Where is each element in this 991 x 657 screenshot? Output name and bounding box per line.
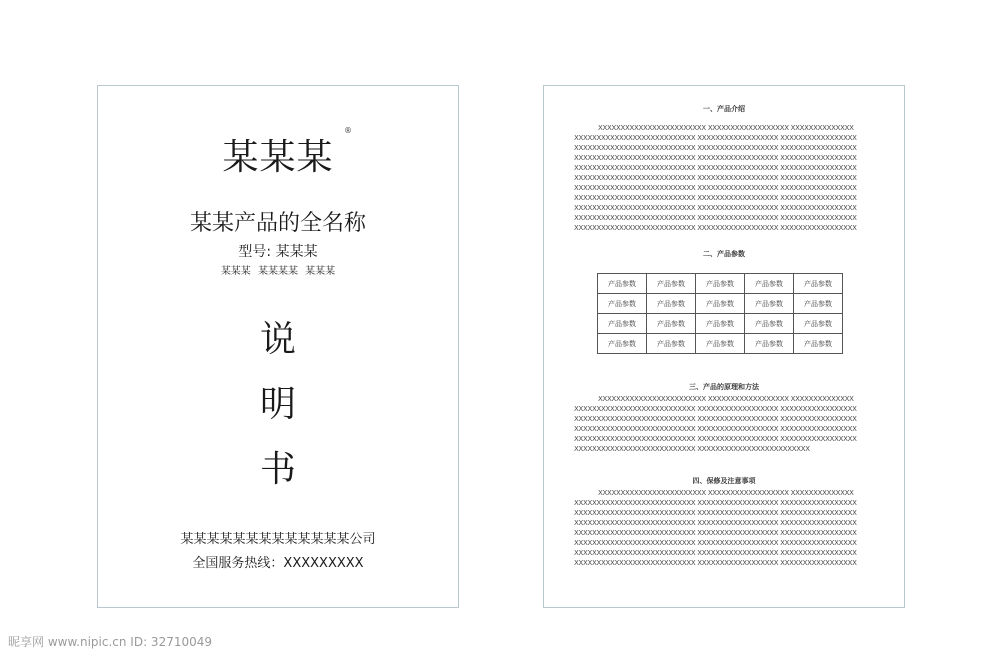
- body-text-line: XXXXXXXXXXXXXXXXXXXXXXXXXXX XXXXXXXXXXXXXXXXXX XXXXXXXXXXXXXXXXX: [574, 539, 857, 547]
- body-text-line: XXXXXXXXXXXXXXXXXXXXXXXXXXX XXXXXXXXXXXXXXXXXXXXXXXXX: [574, 445, 810, 453]
- body-text-line: XXXXXXXXXXXXXXXXXXXXXXXX XXXXXXXXXXXXXXXXXX XXXXXXXXXXXXXX: [598, 489, 854, 497]
- body-text-line: XXXXXXXXXXXXXXXXXXXXXXXXXXX XXXXXXXXXXXXXXXXXX XXXXXXXXXXXXXXXXX: [574, 184, 857, 192]
- body-text-line: XXXXXXXXXXXXXXXXXXXXXXXXXXX XXXXXXXXXXXXXXXXXX XXXXXXXXXXXXXXXXX: [574, 519, 857, 527]
- section-body-intro: [574, 123, 876, 233]
- table-cell: 产品参数: [647, 334, 696, 354]
- table-cell: 产品参数: [794, 274, 843, 294]
- model-number: 型号: 某某某: [238, 244, 318, 260]
- body-text-line: XXXXXXXXXXXXXXXXXXXXXXXXXXX XXXXXXXXXXXXXXXXXX XXXXXXXXXXXXXXXXX: [574, 224, 857, 232]
- body-text-line: XXXXXXXXXXXXXXXXXXXXXXXXXXX XXXXXXXXXXXXXXXXXX XXXXXXXXXXXXXXXXX: [574, 425, 857, 433]
- section-heading-params: 二、产品参数: [703, 250, 745, 258]
- manual-title-char-1: 说: [259, 319, 296, 360]
- body-text-line: XXXXXXXXXXXXXXXXXXXXXXXXXXX XXXXXXXXXXXXXXXXXX XXXXXXXXXXXXXXXXX: [574, 204, 857, 212]
- section-body-warranty: [574, 488, 876, 568]
- manual-title-char-2: 明: [259, 384, 296, 425]
- table-cell: 产品参数: [598, 294, 647, 314]
- table-cell: 产品参数: [794, 294, 843, 314]
- params-table: [597, 273, 843, 354]
- registered-mark: ®: [344, 126, 352, 135]
- table-cell: 产品参数: [598, 274, 647, 294]
- body-text-line: XXXXXXXXXXXXXXXXXXXXXXXXXXX XXXXXXXXXXXXXXXXXX XXXXXXXXXXXXXXXXX: [574, 529, 857, 537]
- cover-page: [97, 85, 459, 608]
- table-row: [598, 294, 843, 314]
- body-text-line: XXXXXXXXXXXXXXXXXXXXXXXXXXX XXXXXXXXXXXXXXXXXX XXXXXXXXXXXXXXXXX: [574, 174, 857, 182]
- body-text-line: XXXXXXXXXXXXXXXXXXXXXXXXXXX XXXXXXXXXXXXXXXXXX XXXXXXXXXXXXXXXXX: [574, 144, 857, 152]
- section-body-principle: [574, 394, 876, 454]
- table-cell: 产品参数: [696, 274, 745, 294]
- body-text-line: XXXXXXXXXXXXXXXXXXXXXXXXXXX XXXXXXXXXXXXXXXXXX XXXXXXXXXXXXXXXXX: [574, 559, 857, 567]
- table-cell: 产品参数: [745, 314, 794, 334]
- table-row: [598, 334, 843, 354]
- body-text-line: XXXXXXXXXXXXXXXXXXXXXXXXXXX XXXXXXXXXXXXXXXXXX XXXXXXXXXXXXXXXXX: [574, 134, 857, 142]
- table-row: [598, 314, 843, 334]
- section-heading-principle: 三、产品的原理和方法: [689, 383, 759, 391]
- body-text-line: XXXXXXXXXXXXXXXXXXXXXXXXXXX XXXXXXXXXXXXXXXXXX XXXXXXXXXXXXXXXXX: [574, 549, 857, 557]
- section-heading-intro: 一、产品介绍: [703, 105, 745, 113]
- service-hotline: 全国服务热线：XXXXXXXXX: [192, 556, 364, 571]
- watermark-text: 昵享网 www.nipic.cn ID: 32710049: [8, 635, 213, 649]
- body-text-line: XXXXXXXXXXXXXXXXXXXXXXXXXXX XXXXXXXXXXXXXXXXXX XXXXXXXXXXXXXXXXX: [574, 164, 857, 172]
- table-cell: 产品参数: [647, 274, 696, 294]
- body-text-line: XXXXXXXXXXXXXXXXXXXXXXXXXXX XXXXXXXXXXXXXXXXXX XXXXXXXXXXXXXXXXX: [574, 405, 857, 413]
- table-cell: 产品参数: [745, 274, 794, 294]
- content-page: [543, 85, 905, 608]
- body-text-line: XXXXXXXXXXXXXXXXXXXXXXXXXXX XXXXXXXXXXXXXXXXXX XXXXXXXXXXXXXXXXX: [574, 509, 857, 517]
- table-cell: 产品参数: [794, 334, 843, 354]
- manual-title-char-3: 书: [259, 449, 296, 490]
- table-cell: 产品参数: [794, 314, 843, 334]
- body-text-line: XXXXXXXXXXXXXXXXXXXXXXXXXXX XXXXXXXXXXXXXXXXXX XXXXXXXXXXXXXXXXX: [574, 154, 857, 162]
- table-cell: 产品参数: [598, 334, 647, 354]
- table-cell: 产品参数: [647, 294, 696, 314]
- body-text-line: XXXXXXXXXXXXXXXXXXXXXXXX XXXXXXXXXXXXXXXXXX XXXXXXXXXXXXXX: [598, 395, 854, 403]
- brand-logo-text: 某某某: [222, 137, 334, 178]
- product-name: 某某产品的全名称: [189, 211, 366, 236]
- body-text-line: XXXXXXXXXXXXXXXXXXXXXXXXXXX XXXXXXXXXXXXXXXXXX XXXXXXXXXXXXXXXXX: [574, 415, 857, 423]
- table-cell: 产品参数: [745, 294, 794, 314]
- table-cell: 产品参数: [696, 314, 745, 334]
- body-text-line: XXXXXXXXXXXXXXXXXXXXXXXXXXX XXXXXXXXXXXXXXXXXX XXXXXXXXXXXXXXXXX: [574, 214, 857, 222]
- body-text-line: XXXXXXXXXXXXXXXXXXXXXXXX XXXXXXXXXXXXXXXXXX XXXXXXXXXXXXXX: [598, 124, 854, 132]
- table-cell: 产品参数: [647, 314, 696, 334]
- table-cell: 产品参数: [745, 334, 794, 354]
- body-text-line: XXXXXXXXXXXXXXXXXXXXXXXXXXX XXXXXXXXXXXXXXXXXX XXXXXXXXXXXXXXXXX: [574, 435, 857, 443]
- body-text-line: XXXXXXXXXXXXXXXXXXXXXXXXXXX XXXXXXXXXXXXXXXXXX XXXXXXXXXXXXXXXXX: [574, 194, 857, 202]
- model-subtitle: 某某某 某某某某 某某某: [220, 266, 336, 277]
- table-cell: 产品参数: [696, 294, 745, 314]
- company-name: 某某某某某某某某某某某某某公司: [180, 532, 376, 547]
- section-heading-warranty: 四、保修及注意事项: [692, 477, 756, 485]
- table-cell: 产品参数: [696, 334, 745, 354]
- table-cell: 产品参数: [598, 314, 647, 334]
- table-row: [598, 274, 843, 294]
- body-text-line: XXXXXXXXXXXXXXXXXXXXXXXXXXX XXXXXXXXXXXXXXXXXX XXXXXXXXXXXXXXXXX: [574, 499, 857, 507]
